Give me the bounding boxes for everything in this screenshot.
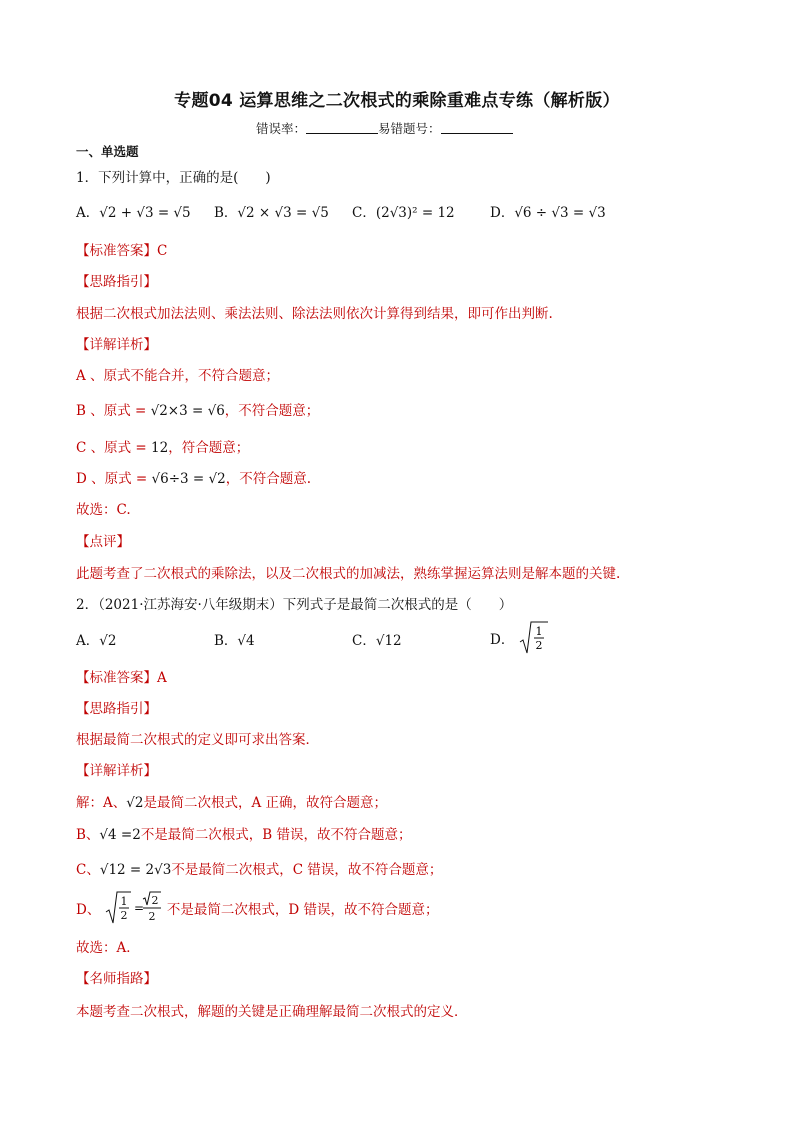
q2-detail-b [76, 823, 412, 843]
q2-hint-tag: 【思路指引】 [76, 701, 157, 717]
q1-option-a [76, 201, 191, 221]
q1-detail-b [76, 399, 319, 419]
q2-detail-c-math: √12 = 2√3 [99, 862, 172, 878]
q1-option-d [490, 201, 606, 221]
q2-detail-d-post: 不是最简二次根式，D 错误，故不符合题意； [166, 902, 439, 918]
error-rate-blank [306, 121, 378, 134]
q1-detail-b-post: ，不符合题意； [224, 403, 320, 419]
q1-detail-d-post: ，不符合题意. [225, 471, 311, 487]
q2-option-c [352, 629, 402, 649]
q2-comment: 本题考查二次根式，解题的关键是正确理解最简二次根式的定义． [76, 1004, 468, 1020]
q1-option-c [352, 201, 455, 221]
q2-detail-a-pre: 解：A、 [76, 795, 127, 811]
q1-detail-a: A 、原式不能合并，不符合题意； [76, 368, 280, 384]
q1-option-c-label: C． [352, 205, 376, 221]
q1-detail-c [76, 436, 249, 456]
q1-option-c-math: (2√3)² = 12 [375, 205, 455, 221]
q1-option-b-math: √2 × √3 = √5 [237, 205, 329, 221]
q1-answer-value: C [157, 243, 168, 259]
error-numbers-label: 易错题号： [378, 121, 441, 136]
q2-detail-tag: 【详解详析】 [76, 763, 157, 779]
q1-detail-c-post: ，符合题意； [168, 440, 250, 456]
q2-option-b-math: √4 [237, 633, 255, 649]
q2-option-c-math: √12 [375, 633, 402, 649]
q2-detail-c [76, 858, 442, 878]
q2-detail-a-post: 是最简二次根式，A 正确，故符合题意； [143, 795, 387, 811]
q1-detail-d-math: √6÷3 = √2 [151, 471, 226, 487]
q1-comment: 此题考查了二次根式的乘除法，以及二次根式的加减法，熟练掌握运算法则是解本题的关键. [76, 566, 621, 582]
q2-option-c-label: C． [352, 633, 376, 649]
q2-answer [76, 666, 167, 686]
q1-option-d-label: D． [490, 205, 515, 221]
svg-text:2: 2 [151, 894, 159, 907]
q2-stem: 2．（2021·江苏海安·八年级期末）下列式子是最简二次根式的是（ ） [76, 597, 513, 613]
q2-answer-tag: 【标准答案】 [76, 670, 157, 686]
q2-option-d-label: D． [490, 632, 515, 648]
q2-option-a-label: A． [76, 633, 100, 649]
q1-detail-b-math: √2×3 = √6 [150, 403, 225, 419]
q2-answer-value: A [157, 670, 167, 686]
q2-choose: 故选：A． [76, 940, 140, 956]
q1-hint: 根据二次根式加法法则、乘法法则、除法法则依次计算得到结果，即可作出判断. [76, 306, 553, 322]
error-numbers-blank [441, 121, 513, 134]
q1-detail-c-pre: C 、原式 = [76, 440, 152, 456]
q2-option-b [214, 629, 255, 649]
q1-detail-b-pre: B 、原式 = [76, 403, 151, 419]
q2-option-b-label: B． [214, 633, 238, 649]
q1-option-b-label: B． [214, 205, 238, 221]
q2-detail-b-pre: B、 [76, 827, 100, 843]
q1-detail-d-pre: D 、原式 = [76, 471, 152, 487]
q2-detail-a [76, 791, 387, 811]
svg-text:1: 1 [535, 625, 543, 638]
error-rate-label: 错误率： [256, 121, 307, 136]
svg-text:=: = [133, 901, 144, 915]
q1-detail-d [76, 467, 311, 487]
meta-line [256, 119, 513, 137]
svg-text:2: 2 [535, 639, 543, 652]
q2-detail-c-pre: C、 [76, 862, 100, 878]
q1-stem: 1．下列计算中，正确的是( ) [76, 170, 271, 186]
q1-detail-c-math: 12 [151, 440, 169, 456]
q2-detail-c-post: 不是最简二次根式，C 错误，故不符合题意； [171, 862, 443, 878]
q1-option-a-math: √2 + √3 = √5 [99, 205, 191, 221]
q2-detail-d [76, 890, 439, 926]
q2-detail-a-math: √2 [126, 795, 144, 811]
q1-option-b [214, 201, 329, 221]
q2-option-a [76, 629, 116, 649]
q2-option-d [490, 620, 549, 656]
q1-detail-tag: 【详解详析】 [76, 337, 157, 353]
page-title: 专题04 运算思维之二次根式的乘除重难点专练（解析版） [174, 91, 620, 111]
q1-answer [76, 239, 167, 259]
q2-option-a-math: √2 [99, 633, 117, 649]
q2-detail-d-pre: D、 [76, 902, 101, 918]
q1-option-d-math: √6 ÷ √3 = √3 [514, 205, 606, 221]
svg-text:1: 1 [120, 895, 128, 908]
svg-text:2: 2 [148, 910, 156, 923]
q2-detail-b-post: 不是最简二次根式，B 错误，故不符合题意； [140, 827, 412, 843]
q2-option-d-math-sqrt-half [519, 620, 549, 656]
q2-hint: 根据最简二次根式的定义即可求出答案． [76, 732, 319, 748]
q1-hint-tag: 【思路指引】 [76, 274, 157, 290]
svg-text:2: 2 [120, 909, 128, 922]
q1-comment-tag: 【点评】 [76, 534, 130, 550]
q1-answer-tag: 【标准答案】 [76, 243, 157, 259]
section-heading: 一、单选题 [76, 144, 139, 159]
q2-comment-tag: 【名师指路】 [76, 971, 157, 987]
q1-choose: 故选：C. [76, 502, 131, 518]
q2-detail-d-math [105, 890, 163, 926]
q1-option-a-label: A． [76, 205, 100, 221]
q2-detail-b-math: √4 =2 [99, 827, 141, 843]
